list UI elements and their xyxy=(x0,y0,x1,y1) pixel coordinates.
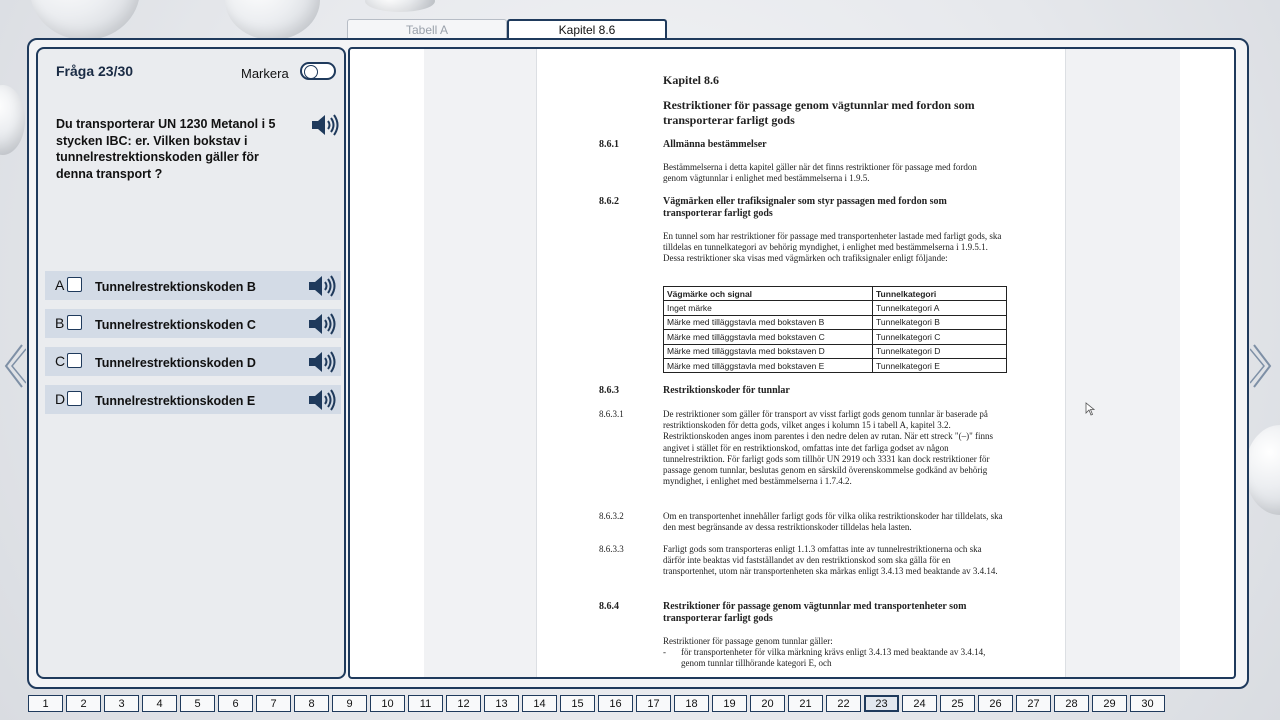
page-button-24[interactable]: 24 xyxy=(902,695,937,712)
answer-option-a[interactable] xyxy=(45,271,341,300)
table-cell: Märke med tilläggstavla med bokstaven B xyxy=(664,315,873,329)
background-bubble xyxy=(1245,425,1280,515)
page-button-29[interactable]: 29 xyxy=(1092,695,1127,712)
page-button-9[interactable]: 9 xyxy=(332,695,367,712)
question-counter: Fråga 23/30 xyxy=(56,63,134,79)
answer-text: Tunnelrestrektionskoden D xyxy=(95,356,256,370)
paragraph-text: Farligt gods som transporteras enligt 1.1.3 omfattas inte av tunnelrestriktionerna och ska därför inte beaktas vid fastställandet av den restriktionskod som ska gälla för en transportenhet, utom när transportenheten ska märkas enligt 3.4.13 med beaktande av 3.4.14. xyxy=(663,544,998,577)
table-header: Tunnelkategori xyxy=(873,287,1007,301)
speaker-icon[interactable] xyxy=(307,387,337,413)
page-button-7[interactable]: 7 xyxy=(256,695,291,712)
chapter-heading: Kapitel 8.6 xyxy=(663,73,719,87)
page-button-27[interactable]: 27 xyxy=(1016,695,1051,712)
page-button-10[interactable]: 10 xyxy=(370,695,405,712)
page-button-15[interactable]: 15 xyxy=(560,695,595,712)
tab-kapitel-8-6[interactable]: Kapitel 8.6 xyxy=(507,19,667,39)
page-button-8[interactable]: 8 xyxy=(294,695,329,712)
document-tabs xyxy=(347,19,667,39)
mouse-cursor-icon xyxy=(1085,402,1095,416)
section-title: Vägmärken eller trafiksignaler som styr passagen med fordon som transporterar farligt gods xyxy=(663,196,947,219)
answer-checkbox[interactable] xyxy=(67,353,82,368)
answer-checkbox[interactable] xyxy=(67,391,82,406)
section-text: Restriktioner för passage genom tunnlar gäller: xyxy=(663,636,833,646)
background-bubble xyxy=(0,85,25,155)
paragraph-number: 8.6.3.3 xyxy=(599,544,624,554)
section-number: 8.6.4 xyxy=(599,601,619,612)
answer-option-c[interactable] xyxy=(45,347,341,376)
bullet-text: för transportenheter för vilka märkning krävs enligt 3.4.13 med beaktande av 3.4.14, genom tunnlar tillhörande kategori E, och xyxy=(681,647,986,669)
page-button-30[interactable]: 30 xyxy=(1130,695,1165,712)
paragraph-number: 8.6.3.2 xyxy=(599,511,624,521)
answer-text: Tunnelrestrektionskoden B xyxy=(95,280,256,294)
question-pager xyxy=(28,695,1165,712)
page-button-16[interactable]: 16 xyxy=(598,695,633,712)
background-bubble xyxy=(225,0,320,40)
background-bubble xyxy=(365,0,435,12)
answer-text: Tunnelrestrektionskoden C xyxy=(95,318,256,332)
section-number: 8.6.2 xyxy=(599,196,619,207)
page-button-26[interactable]: 26 xyxy=(978,695,1013,712)
background-bubble xyxy=(30,0,140,40)
page-button-3[interactable]: 3 xyxy=(104,695,139,712)
answer-checkbox[interactable] xyxy=(67,315,82,330)
speaker-icon[interactable] xyxy=(307,273,337,299)
page-button-12[interactable]: 12 xyxy=(446,695,481,712)
answer-letter: D xyxy=(55,391,66,407)
page-button-20[interactable]: 20 xyxy=(750,695,785,712)
tunnel-category-table xyxy=(663,286,1007,373)
section-text: Bestämmelserna i detta kapitel gäller när det finns restriktioner för passage med fordon genom vägtunnlar i enlighet med bestämmelserna i 1.9.5. xyxy=(663,162,977,184)
answer-text: Tunnelrestrektionskoden E xyxy=(95,394,256,408)
answer-letter: B xyxy=(55,315,65,331)
document-page xyxy=(536,49,1066,677)
section-number: 8.6.3 xyxy=(599,385,619,396)
section-title: Restriktioner för passage genom vägtunnlar med transportenheter som transporterar farligt gods xyxy=(663,601,967,624)
table-row xyxy=(664,358,1007,372)
page-button-21[interactable]: 21 xyxy=(788,695,823,712)
table-cell: Märke med tilläggstavla med bokstaven E xyxy=(664,358,873,372)
table-row xyxy=(664,315,1007,329)
page-button-18[interactable]: 18 xyxy=(674,695,709,712)
page-button-5[interactable]: 5 xyxy=(180,695,215,712)
page-button-1[interactable]: 1 xyxy=(28,695,63,712)
page-button-4[interactable]: 4 xyxy=(142,695,177,712)
table-row xyxy=(664,301,1007,315)
section-text: En tunnel som har restriktioner för passage med transportenheter lastade med farligt gods, ska tilldelas en tunnelkategori av behörig myndighet, i enlighet med bestämmelserna i 1.9.5.1. Dessa restriktioner ska visas med vägmärken och trafiksignaler enligt följande: xyxy=(663,231,1002,264)
table-cell: Tunnelkategori E xyxy=(873,358,1007,372)
speaker-icon[interactable] xyxy=(307,349,337,375)
section-title: Restriktionskoder för tunnlar xyxy=(663,385,790,396)
speaker-icon[interactable] xyxy=(307,311,337,337)
page-button-13[interactable]: 13 xyxy=(484,695,519,712)
page-button-11[interactable]: 11 xyxy=(408,695,443,712)
page-button-2[interactable]: 2 xyxy=(66,695,101,712)
page-button-6[interactable]: 6 xyxy=(218,695,253,712)
table-cell: Tunnelkategori C xyxy=(873,330,1007,344)
answer-checkbox[interactable] xyxy=(67,277,82,292)
section-number: 8.6.1 xyxy=(599,139,619,150)
table-cell: Tunnelkategori A xyxy=(873,301,1007,315)
table-header-row xyxy=(664,287,1007,301)
mark-label: Markera xyxy=(241,66,289,81)
table-cell: Märke med tilläggstavla med bokstaven C xyxy=(664,330,873,344)
table-header: Vägmärke och signal xyxy=(664,287,873,301)
question-panel xyxy=(36,47,346,679)
table-cell: Inget märke xyxy=(664,301,873,315)
page-button-17[interactable]: 17 xyxy=(636,695,671,712)
previous-arrow-icon[interactable] xyxy=(2,343,26,389)
answer-letter: A xyxy=(55,277,65,293)
table-cell: Tunnelkategori D xyxy=(873,344,1007,358)
question-text: Du transporterar UN 1230 Metanol i 5 stycken IBC: er. Vilken bokstav i tunnelrestrektionskoden gäller för denna transport ? xyxy=(56,117,276,181)
document-viewer[interactable] xyxy=(348,47,1236,679)
mark-toggle[interactable] xyxy=(300,62,336,80)
paragraph-number: 8.6.3.1 xyxy=(599,409,624,419)
page-button-14[interactable]: 14 xyxy=(522,695,557,712)
speaker-icon[interactable] xyxy=(310,112,340,138)
section-title: Allmänna bestämmelser xyxy=(663,139,767,150)
page-button-22[interactable]: 22 xyxy=(826,695,861,712)
bullet-dash: - xyxy=(663,647,666,657)
chapter-title: Restriktioner för passage genom vägtunnlar med fordon som transporterar farligt gods xyxy=(663,98,975,127)
answer-letter: C xyxy=(55,353,66,369)
table-row xyxy=(664,330,1007,344)
answer-option-b[interactable] xyxy=(45,309,341,338)
page-button-23[interactable]: 23 xyxy=(864,695,899,712)
paragraph-text: Om en transportenhet innehåller farligt gods för vilka olika restriktionskoder har tilldelats, ska den mest begränsande av dessa restriktionskoder tilldelas hela lasten. xyxy=(663,511,1003,533)
next-arrow-icon[interactable] xyxy=(1250,343,1274,389)
table-row xyxy=(664,344,1007,358)
page-button-25[interactable]: 25 xyxy=(940,695,975,712)
table-cell: Märke med tilläggstavla med bokstaven D xyxy=(664,344,873,358)
answer-option-d[interactable] xyxy=(45,385,341,414)
table-cell: Tunnelkategori B xyxy=(873,315,1007,329)
page-button-28[interactable]: 28 xyxy=(1054,695,1089,712)
tab-tabell-a[interactable]: Tabell A xyxy=(347,19,507,39)
page-button-19[interactable]: 19 xyxy=(712,695,747,712)
paragraph-text: De restriktioner som gäller för transport av visst farligt gods genom tunnlar är baserade på restriktionskoden för detta gods, vilket anges i kolumn 15 i tabell A, kapitel 3.2. Restriktionskoden anges inom parentes i den nedre delen av rutan. När ett streck "(–)" finns angivet i stället för en restriktionskod, omfattas inte det farliga godset av någon tunnelrestriktion. För farligt gods som tillhör UN 2919 och 3331 kan dock restriktioner för passage genom tunnlar, beslutas genom en särskild överenskommelse godkänd av behörig myndighet, i enlighet med bestämmelserna i 1.7.4.2. xyxy=(663,409,993,487)
